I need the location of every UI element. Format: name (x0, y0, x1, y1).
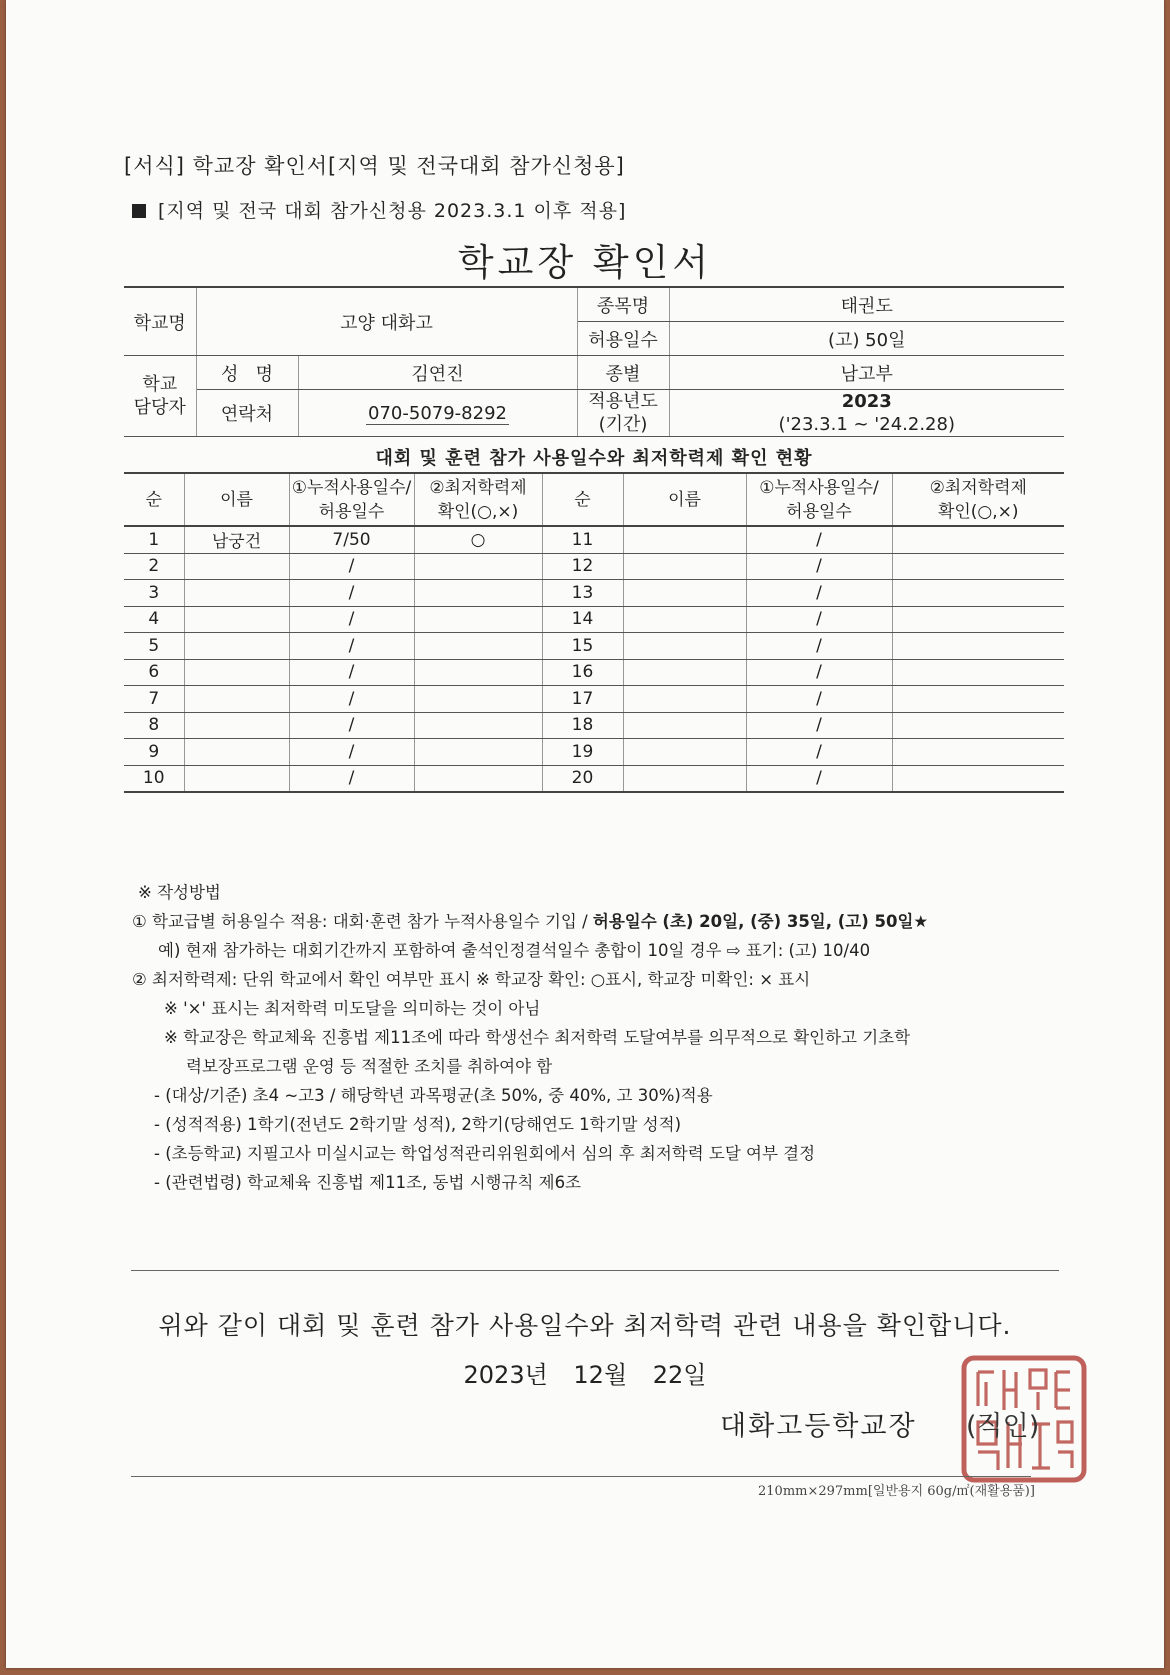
detail-1: - (대상/기준) 초4 ~고3 / 해당학년 과목평균(초 50%, 중 40%, 고 30%)적용 (154, 1086, 713, 1105)
confirmation-statement: 위와 같이 대회 및 훈련 참가 사용일수와 최저학력 관련 내용을 확인합니다. (158, 1311, 1012, 1340)
info-table (124, 286, 1064, 437)
name-label (196, 356, 298, 390)
row-days-2: / (746, 712, 892, 739)
row-academic-check (414, 606, 542, 633)
header-days-line-2: 허용일수 (318, 501, 385, 522)
row-no: 1 (124, 526, 184, 553)
row-academic-check-2 (892, 739, 1064, 766)
header-days-2 (746, 473, 892, 526)
row-academic-check (414, 633, 542, 660)
row-academic-check: ○ (414, 526, 542, 553)
row-no-2: 13 (542, 580, 623, 607)
row-days-2: / (746, 765, 892, 792)
row-days: / (289, 739, 414, 766)
row-no-2: 11 (542, 526, 623, 553)
header-academic-2-line-1: ②최저학력제 (929, 477, 1027, 498)
detail-3: - (초등학교) 지필고사 미실시교는 학업성적관리위원회에서 심의 후 최저학력 도달 여부 결정 (154, 1144, 816, 1163)
sport-label: 종목명 (577, 287, 669, 322)
row-name-2 (623, 526, 746, 553)
issue-date: 2023년 12월 22일 (463, 1361, 707, 1389)
row-academic-check (414, 739, 542, 766)
school-value: 고양 대화고 (196, 287, 577, 356)
row-name-2 (623, 633, 746, 660)
note-2-b-2: 력보장프로그램 운영 등 적절한 조치를 취하여야 함 (186, 1057, 553, 1076)
header-days-line-1: ①누적사용일수/ (291, 477, 412, 498)
row-name (184, 659, 289, 686)
row-no: 6 (124, 659, 184, 686)
row-days: 7/50 (289, 526, 414, 553)
row-name (184, 580, 289, 607)
row-name (184, 739, 289, 766)
row-academic-check-2 (892, 712, 1064, 739)
row-name (184, 553, 289, 580)
square-bullet-icon (132, 204, 146, 218)
row-academic-check-2 (892, 686, 1064, 713)
table-row (124, 712, 1064, 739)
row-days-2: / (746, 686, 892, 713)
row-no-2: 19 (542, 739, 623, 766)
header-name: 이름 (184, 473, 289, 526)
manager-label-line-1: 학교 (142, 374, 178, 395)
row-no: 2 (124, 553, 184, 580)
manager-label-line-2: 담당자 (133, 397, 186, 418)
header-academic-2 (892, 473, 1064, 526)
row-academic-check-2 (892, 765, 1064, 792)
row-no: 3 (124, 580, 184, 607)
manager-label (124, 356, 196, 437)
table-row (124, 633, 1064, 660)
year-label (577, 390, 669, 437)
row-days: / (289, 606, 414, 633)
row-academic-check-2 (892, 606, 1064, 633)
row-days-2: / (746, 633, 892, 660)
header-no-2: 순 (542, 473, 623, 526)
name-label-text: 성 명 (221, 363, 273, 385)
table-row (124, 553, 1064, 580)
row-no-2: 16 (542, 659, 623, 686)
header-academic-line-1: ②최저학력제 (429, 477, 527, 498)
status-rows (124, 526, 1064, 792)
row-name-2 (623, 765, 746, 792)
row-no: 10 (124, 765, 184, 792)
subtitle-text: [지역 및 전국 대회 참가신청용 2023.3.1 이후 적용] (158, 200, 627, 222)
note-1-bold: 허용일수 (초) 20일, (중) 35일, (고) 50일★ (592, 912, 929, 931)
table-row (124, 526, 1064, 553)
header-academic-2-line-2: 확인(○,×) (937, 501, 1019, 522)
header-days-2-line-2: 허용일수 (786, 501, 852, 522)
row-academic-check-2 (892, 553, 1064, 580)
row-academic-check-2 (892, 580, 1064, 607)
contact-value (298, 390, 577, 437)
row-name-2 (623, 553, 746, 580)
row-academic-check (414, 765, 542, 792)
row-days: / (289, 659, 414, 686)
row-no-2: 20 (542, 765, 623, 792)
table-row (124, 739, 1064, 766)
row-name-2 (623, 659, 746, 686)
row-days-2: / (746, 553, 892, 580)
row-no-2: 14 (542, 606, 623, 633)
divider-line-bottom (131, 1476, 1031, 1477)
header-name-2: 이름 (623, 473, 746, 526)
row-no-2: 15 (542, 633, 623, 660)
row-academic-check (414, 686, 542, 713)
paper-spec-note: 210mm×297mm[일반용지 60g/㎡(재활용품)] (758, 1484, 1035, 1499)
row-academic-check (414, 553, 542, 580)
row-days: / (289, 686, 414, 713)
status-table (124, 472, 1064, 793)
divider-line-top (131, 1270, 1059, 1271)
row-no: 9 (124, 739, 184, 766)
row-days-2: / (746, 739, 892, 766)
allowed-days-label: 허용일수 (577, 322, 669, 356)
notes-heading: ※ 작성방법 (138, 883, 221, 902)
header-days-2-line-1: ①누적사용일수/ (759, 477, 879, 498)
note-1-example: 예) 현재 참가하는 대회기간까지 포함하여 출석인정결석일수 총합이 10일 경우 ⇨ 표기: (고) 10/40 (158, 941, 871, 960)
row-days: / (289, 765, 414, 792)
table-row (124, 686, 1064, 713)
row-academic-check-2 (892, 526, 1064, 553)
year-label-line-2: (기간) (598, 414, 648, 435)
detail-4: - (관련법령) 학교체육 진흥법 제11조, 동법 시행규칙 제6조 (154, 1173, 581, 1192)
note-1-text: ① 학교급별 허용일수 적용: 대회·훈련 참가 누적사용일수 기입 / (132, 912, 593, 931)
row-days: / (289, 580, 414, 607)
row-academic-check (414, 580, 542, 607)
writing-instructions (132, 878, 929, 1197)
row-days: / (289, 712, 414, 739)
contact-label: 연락처 (196, 390, 298, 437)
row-name-2 (623, 606, 746, 633)
row-name-2 (623, 580, 746, 607)
note-2-b-1: ※ 학교장은 학교체육 진흥법 제11조에 따라 학생선수 최저학력 도달여부를 의무적으로 확인하고 기초학 (164, 1028, 911, 1047)
year-label-line-1: 적용년도 (588, 391, 658, 412)
row-days: / (289, 633, 414, 660)
row-academic-check (414, 712, 542, 739)
row-no-2: 18 (542, 712, 623, 739)
document-title: 학교장 확인서 (457, 241, 713, 284)
row-name: 남궁건 (184, 526, 289, 553)
note-2-a: ※ '×' 표시는 최저학력 미도달을 의미하는 것이 아님 (164, 999, 541, 1018)
row-name (184, 686, 289, 713)
row-no: 8 (124, 712, 184, 739)
contact-value-text: 070-5079-8292 (368, 402, 507, 424)
school-label: 학교명 (124, 287, 196, 356)
signer-title: 대화고등학교장 (720, 1411, 917, 1442)
row-no: 5 (124, 633, 184, 660)
detail-2: - (성적적용) 1학기(전년도 2학기말 성적), 2학기(당해연도 1학기말 성적) (154, 1115, 682, 1134)
form-label: [서식] 학교장 확인서[지역 및 전국대회 참가신청용] (124, 154, 625, 178)
row-no: 4 (124, 606, 184, 633)
row-days-2: / (746, 659, 892, 686)
name-value: 김연진 (298, 356, 577, 390)
row-name-2 (623, 739, 746, 766)
row-no: 7 (124, 686, 184, 713)
row-name (184, 606, 289, 633)
row-academic-check-2 (892, 633, 1064, 660)
category-value: 남고부 (669, 356, 1064, 390)
row-academic-check (414, 659, 542, 686)
row-name-2 (623, 686, 746, 713)
row-no-2: 12 (542, 553, 623, 580)
row-days-2: / (746, 526, 892, 553)
note-2: ② 최저학력제: 단위 학교에서 확인 여부만 표시 ※ 학교장 확인: ○표시, 학교장 미확인: × 표시 (132, 970, 811, 989)
header-no: 순 (124, 473, 184, 526)
document-page (6, 0, 1164, 1668)
status-header-row (124, 473, 1064, 526)
table-row (124, 659, 1064, 686)
header-academic (414, 473, 542, 526)
row-name (184, 633, 289, 660)
seal-label: (직인) (966, 1411, 1040, 1442)
row-name (184, 712, 289, 739)
year-value: 2023 (841, 391, 892, 412)
row-days-2: / (746, 580, 892, 607)
category-label: 종별 (577, 356, 669, 390)
period-value: ('23.3.1 ~ '24.2.28) (778, 414, 955, 435)
note-1 (132, 907, 928, 936)
year-value-cell (669, 390, 1064, 437)
header-academic-line-2: 확인(○,×) (437, 501, 519, 522)
table-row (124, 580, 1064, 607)
row-no-2: 17 (542, 686, 623, 713)
row-days-2: / (746, 606, 892, 633)
subtitle (132, 196, 626, 223)
row-days: / (289, 553, 414, 580)
row-academic-check-2 (892, 659, 1064, 686)
table-row (124, 606, 1064, 633)
status-title: 대회 및 훈련 참가 사용일수와 최저학력제 확인 현황 (375, 448, 813, 469)
sport-value: 태권도 (669, 287, 1064, 322)
allowed-days-value: (고) 50일 (669, 322, 1064, 356)
header-days (289, 473, 414, 526)
table-row (124, 765, 1064, 792)
row-name-2 (623, 712, 746, 739)
row-name (184, 765, 289, 792)
